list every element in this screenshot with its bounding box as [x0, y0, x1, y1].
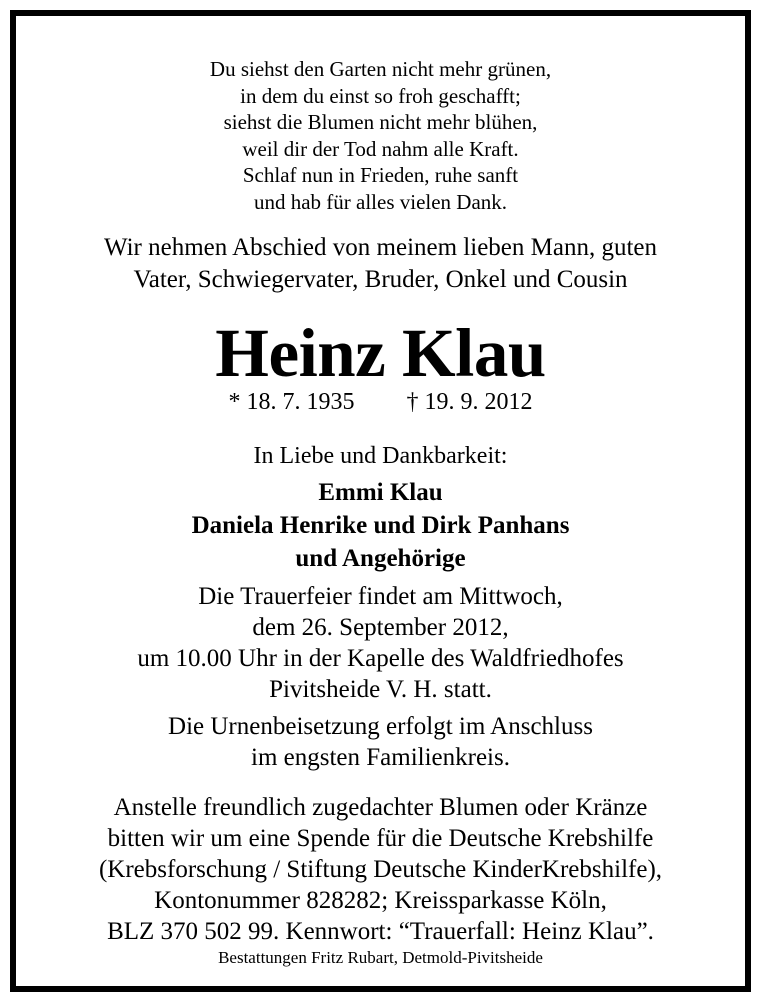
- obituary-border: [10, 10, 751, 992]
- donation-line: bitten wir um eine Spende für die Deutsche Krebshilfe: [107, 825, 654, 852]
- urn-burial-info: [16, 711, 745, 773]
- family-member: Daniela Henrike und Dirk Panhans: [191, 512, 570, 539]
- poem-line: weil dir der Tod nahm alle Kraft.: [242, 136, 519, 161]
- memorial-poem: [16, 56, 745, 215]
- funeral-service-info: [16, 581, 745, 705]
- service-line: Die Trauerfeier findet am Mittwoch,: [198, 583, 563, 610]
- farewell-intro: [16, 232, 745, 296]
- intro-line: Vater, Schwiegervater, Bruder, Onkel und Cousin: [133, 266, 628, 293]
- urn-line: im engsten Familienkreis.: [251, 744, 510, 771]
- intro-line: Wir nehmen Abschied von meinem lieben Mann, guten: [103, 234, 658, 261]
- donation-line: Kontonummer 828282; Kreissparkasse Köln,: [154, 887, 607, 914]
- donation-line: Anstelle freundlich zugedachter Blumen oder Kränze: [113, 794, 648, 821]
- poem-line: Schlaf nun in Frieden, ruhe sanft: [242, 163, 519, 187]
- poem-line: in dem du einst so froh geschafft;: [240, 83, 521, 108]
- family-member: Emmi Klau: [318, 479, 443, 506]
- urn-line: Die Urnenbeisetzung erfolgt im Anschluss: [168, 713, 593, 740]
- poem-line: Du siehst den Garten nicht mehr grünen,: [209, 57, 552, 81]
- life-dates: [16, 386, 745, 418]
- poem-line: und hab für alles vielen Dank.: [253, 189, 508, 214]
- poem-line: siehst die Blumen nicht mehr blühen,: [223, 110, 538, 134]
- deceased-name: Heinz Klau: [215, 315, 546, 391]
- service-line: dem 26. September 2012,: [252, 614, 509, 641]
- thanks-line: In Liebe und Dankbarkeit:: [253, 443, 508, 469]
- family-member: und Angehörige: [295, 545, 466, 572]
- birth-date: * 18. 7. 1935: [228, 389, 355, 415]
- undertaker-credit: Bestattungen Fritz Rubart, Detmold-Pivitsheide: [218, 948, 543, 967]
- service-line: Pivitsheide V. H. statt.: [269, 676, 492, 703]
- donation-line: BLZ 370 502 99. Kennwort: “Trauerfall: Heinz Klau”.: [107, 918, 654, 945]
- obituary-notice: [16, 16, 745, 986]
- donation-line: (Krebsforschung / Stiftung Deutsche KinderKrebshilfe),: [98, 856, 663, 883]
- death-date: † 19. 9. 2012: [406, 389, 533, 415]
- service-line: um 10.00 Uhr in der Kapelle des Waldfriedhofes: [137, 645, 624, 672]
- donation-request: [16, 792, 745, 947]
- mourning-family: [16, 476, 745, 575]
